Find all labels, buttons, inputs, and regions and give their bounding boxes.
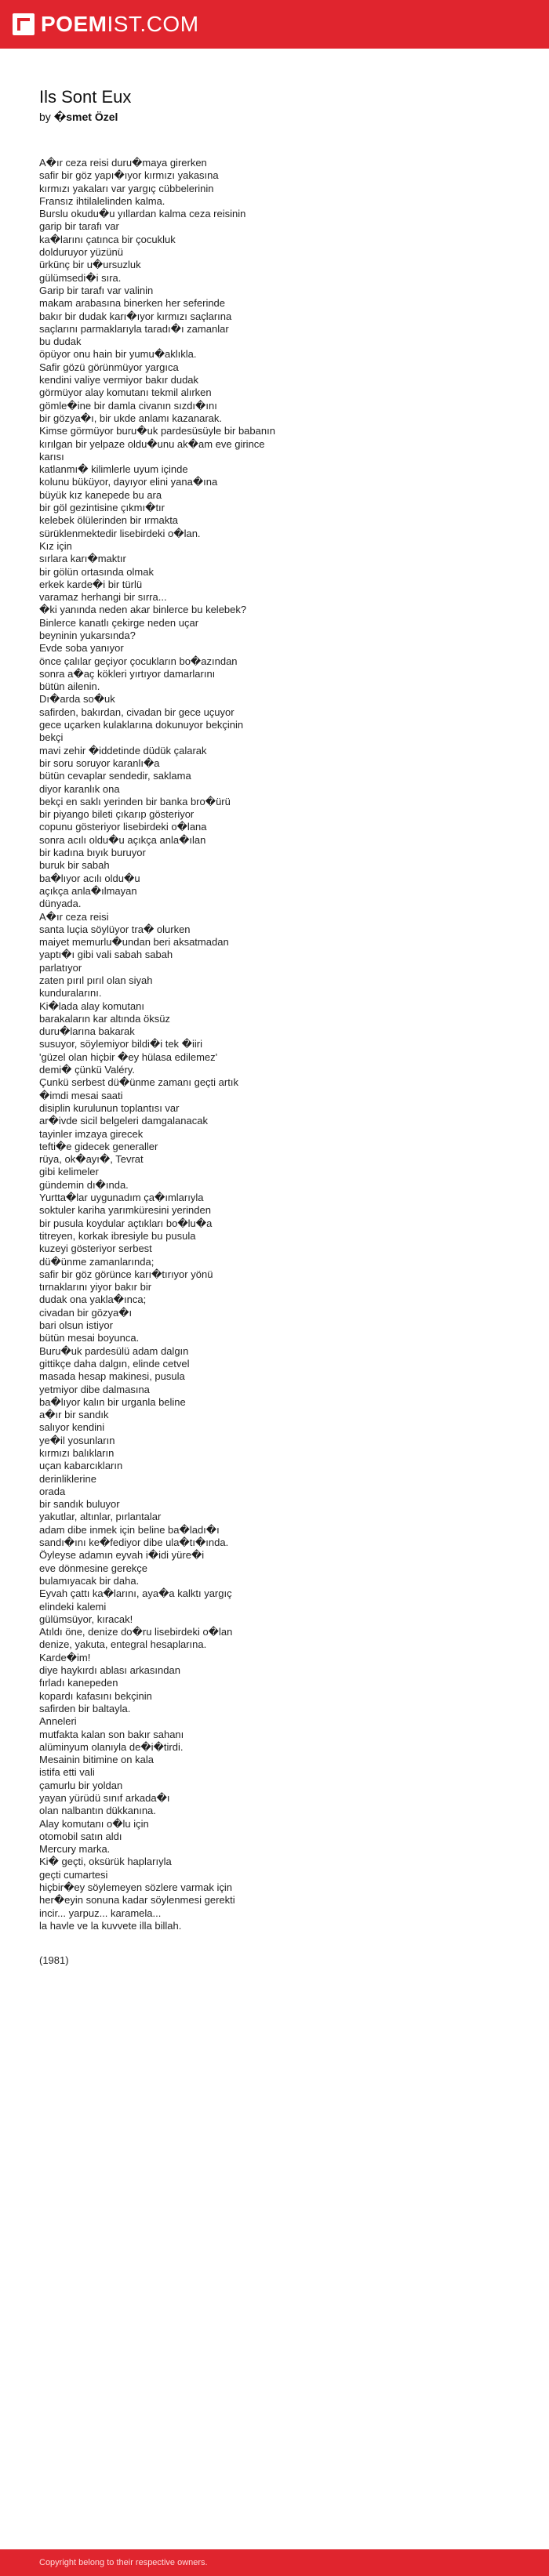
poem-line: tefti�e gidecek generaller xyxy=(39,1140,158,1152)
poem-line: sırlara karı�maktır xyxy=(39,553,126,565)
poem-line: her�eyin sonuna kadar söylenmesi gerekti xyxy=(39,1894,235,1907)
poem-line: kunduralarını. xyxy=(39,987,102,1000)
poem-line: gülümsedi�i sıra. xyxy=(39,271,122,284)
poem-line: safir bir göz yapı�ıyor kırmızı yakasına xyxy=(39,169,219,182)
poem-line: kırmızı balıkların xyxy=(39,1446,115,1459)
poem-line: ye�il yosunların xyxy=(39,1434,115,1446)
poem-line: demi� çünkü Valéry. xyxy=(39,1064,135,1076)
poem-line: garip bir tarafı var xyxy=(39,220,119,233)
poem-line: bütün cevaplar sendedir, saklama xyxy=(39,770,191,782)
poem-line: adam dibe inmek için beline ba�ladı�ı xyxy=(39,1523,220,1536)
poem-line: Burslu okudu�u yıllardan kalma ceza reisinin xyxy=(39,208,246,220)
poem-line: dolduruyor yüzünü xyxy=(39,246,123,259)
poem-line: mutfakta kalan son bakır sahanı xyxy=(39,1728,184,1740)
poem-line: dü�ünme zamanlarında; xyxy=(39,1255,155,1268)
poem-line: kelebek ölülerinden bir ırmakta xyxy=(39,514,179,527)
poemist-logo-icon xyxy=(13,13,35,35)
poem-line: kolunu büküyor, dayıyor elini yana�ına xyxy=(39,476,218,488)
poem-line: yaptı�ı gibi vali sabah sabah xyxy=(39,949,173,961)
poem-line: katlanmı� kilimlerle uyum içinde xyxy=(39,463,188,476)
poem-line: önce çalılar geçiyor çocukların bo�azından xyxy=(39,655,238,667)
poem-line: çamurlu bir yoldan xyxy=(39,1779,123,1791)
site-header xyxy=(0,0,549,49)
poem-line: gittikçe daha dalgın, elinde cetvel xyxy=(39,1357,190,1370)
poem-line: bir soru soruyor karanlı�a xyxy=(39,756,160,769)
poem-line: Atıldı öne, denize do�ru lisebirdeki o�lan xyxy=(39,1626,233,1638)
poem-line: a�ır bir sandık xyxy=(39,1409,109,1421)
poem-line: susuyor, söylemiyor bildi�i tek �iiri xyxy=(39,1038,202,1050)
footer-copyright: Copyright belong to their respective owners. xyxy=(39,2558,208,2567)
poem-line: rüya, ok�ayı�, Tevrat xyxy=(39,1153,144,1166)
poem-line: la havle ve la kuvvete illa billah. xyxy=(39,1919,182,1932)
poem-line: hiçbir�ey söylemeyen sözlere varmak için xyxy=(39,1881,232,1894)
site-logo[interactable] xyxy=(13,0,199,49)
poem-title: Ils Sont Eux xyxy=(39,87,132,107)
poem-line: civadan bir gözya�ı xyxy=(39,1306,133,1319)
poem-line: ar�ivde sicil belgeleri damgalanacak xyxy=(39,1115,208,1127)
poem-line: gibi kelimeler xyxy=(39,1166,99,1178)
poem-line: geçti cumartesi xyxy=(39,1868,108,1881)
poem-line: Binlerce kanatlı çekirge neden uçar xyxy=(39,616,199,629)
poem-line: eve dönmesine gerekçe xyxy=(39,1562,148,1574)
poem-line: maiyet memurlu�undan beri aksatmadan xyxy=(39,936,229,949)
poem-line: derinliklerine xyxy=(39,1472,96,1485)
poem-line: öpüyor onu hain bir yumu�aklıkla. xyxy=(39,348,197,361)
poem-line: görmüyor alay komutanı tekmil alırken xyxy=(39,386,212,399)
poem-line: soktuler kariha yarımküresini yerinden xyxy=(39,1204,211,1217)
poem-line: Alay komutanı o�lu için xyxy=(39,1817,149,1830)
poem-line: bekçi xyxy=(39,731,64,744)
poem-line: sonra a�aç kökleri yırtıyor damarlarını xyxy=(39,667,216,680)
poem-line: mavi zehir �iddetinde düdük çalarak xyxy=(39,744,207,756)
author-name[interactable]: �smet Özel xyxy=(53,111,118,123)
poem-line: yakutlar, altınlar, pırlantalar xyxy=(39,1511,162,1523)
poem-line: makam arabasına binerken her seferinde xyxy=(39,297,226,310)
site-footer xyxy=(0,2549,549,2576)
poem-line: açıkça anla�ılmayan xyxy=(39,884,137,897)
poem-line: diyor karanlık ona xyxy=(39,782,120,795)
poem-line: titreyen, korkak ibresiyle bu pusula xyxy=(39,1229,196,1242)
poem-line: bu dudak xyxy=(39,336,82,348)
poem-line: Evde soba yanıyor xyxy=(39,642,124,655)
poem-line: bütün mesai boyunca. xyxy=(39,1332,140,1344)
poem-line: dudak ona yakla�ınca; xyxy=(39,1293,147,1306)
poem-line: Mesainin bitimine on kala xyxy=(39,1754,154,1766)
poem-line: yayan yürüdü sınıf arkada�ı xyxy=(39,1792,170,1804)
poem-line: ürkünç bir u�ursuzluk xyxy=(39,259,141,271)
poem-line: dünyada. xyxy=(39,898,82,910)
poem-line: kırılgan bir yelpaze oldu�unu ak�am eve girince xyxy=(39,437,265,450)
poem-line: kırmızı yakaları var yargıç cübbelerinin xyxy=(39,182,214,194)
poem-line: safirden bir baltayla. xyxy=(39,1702,131,1714)
poem-line: gömle�ine bir damla civanın sızdı�ını xyxy=(39,399,217,412)
poem-line: barakaların kar altında öksüz xyxy=(39,1012,170,1025)
poem-line: uçan kabarcıkların xyxy=(39,1460,123,1472)
poem-line: bir sandık buluyor xyxy=(39,1498,120,1511)
poem-line: Öyleyse adamın eyvah i�idi yüre�i xyxy=(39,1549,205,1562)
poem-line: kendini valiye vermiyor bakır dudak xyxy=(39,374,199,386)
poem-line: Safir gözü görünmüyor yargıca xyxy=(39,361,179,373)
poem-content xyxy=(39,86,510,1967)
poem-line: masada hesap makinesi, pusula xyxy=(39,1370,185,1383)
poem-line: Buru�uk pardesülü adam dalgın xyxy=(39,1344,189,1357)
poem-line: Ki�lada alay komutanı xyxy=(39,1000,145,1012)
poem-line: karısı xyxy=(39,450,64,463)
poem-line: duru�larına bakarak xyxy=(39,1025,135,1038)
poem-line: sürüklenmektedir lisebirdeki o�lan. xyxy=(39,527,201,539)
poem-line: olan nalbantın dükkanına. xyxy=(39,1805,156,1817)
poem-line: bekçi en saklı yerinden bir banka bro�ürü xyxy=(39,795,231,807)
poem-line: ka�larını çatınca bir çocukluk xyxy=(39,233,176,245)
poem-line: Eyvah çattı ka�larını, aya�a kalktı yargıç xyxy=(39,1587,232,1600)
poem-line: büyük kız kanepede bu ara xyxy=(39,488,162,501)
poem-line: Garip bir tarafı var valinin xyxy=(39,284,154,296)
poem-line: bakır bir dudak karı�ıyor kırmızı saçlarına xyxy=(39,310,232,322)
poem-line: gülümsüyor, kıracak! xyxy=(39,1613,133,1625)
poem-line: zaten pırıl pırıl olan siyah xyxy=(39,974,153,986)
poem-line: elindeki kalemi xyxy=(39,1600,107,1613)
poem-body xyxy=(39,157,510,1932)
poem-line: Kimse görmüyor buru�uk pardesüsüyle bir babanın xyxy=(39,425,275,437)
poem-line: saçlarını parmaklarıyla taradı�ı zamanlar xyxy=(39,322,229,335)
poem-line: otomobil satın aldı xyxy=(39,1830,122,1842)
poem-line: disiplin kurulunun toplantısı var xyxy=(39,1101,180,1114)
poem-line: bari olsun istiyor xyxy=(39,1319,113,1332)
poem-line: Kız için xyxy=(39,539,72,552)
poem-line: bir gözya�ı, bir ukde anlamı kazanarak. xyxy=(39,412,222,424)
poem-line: bir kadına bıyık buruyor xyxy=(39,847,146,859)
poem-line: Yurtta�lar uygunadım ça�ımlarıyla xyxy=(39,1192,204,1204)
poem-line: copunu gösteriyor lisebirdeki o�lana xyxy=(39,821,207,833)
poem-line: Anneleri xyxy=(39,1715,77,1728)
poem-line: Mercury marka. xyxy=(39,1843,111,1856)
poem-line: salıyor kendini xyxy=(39,1421,105,1434)
poem-line: bulamıyacak bir daha. xyxy=(39,1574,140,1587)
poem-line: ba�lıyor kalın bir urganla beline xyxy=(39,1395,186,1408)
poem-line: 'güzel olan hiçbir �ey hülasa edilemez' xyxy=(39,1050,218,1063)
poem-line: bir gölün ortasında olmak xyxy=(39,565,154,578)
poem-line: tayinler imzaya girecek xyxy=(39,1127,144,1140)
poem-line: diye haykırdı ablası arkasından xyxy=(39,1664,180,1677)
poem-line: buruk bir sabah xyxy=(39,859,110,872)
poem-line: alüminyum olanıyla de�i�tirdi. xyxy=(39,1740,184,1753)
poem-line: A�ır ceza reisi xyxy=(39,910,109,923)
poem-line: varamaz herhangi bir sırra... xyxy=(39,591,167,604)
poem-line: A�ır ceza reisi duru�maya girerken xyxy=(39,157,207,169)
poem-line: gündemin dı�ında. xyxy=(39,1178,129,1191)
poem-line: incir... yarpuz... karamela... xyxy=(39,1907,162,1919)
poem-line: denize, yakuta, entegral hesaplarına. xyxy=(39,1638,207,1651)
poem-line: sonra acılı oldu�u açıkça anla�ılan xyxy=(39,833,206,846)
poem-line: gece uçarken kulaklarına dokunuyor bekçinin xyxy=(39,719,244,731)
poem-line: istifa etti vali xyxy=(39,1766,95,1779)
poem-line: Fransız ihtilalelinden kalma. xyxy=(39,194,165,207)
poem-line: �imdi mesai saati xyxy=(39,1089,123,1101)
poem-line: kopardı kafasını bekçinin xyxy=(39,1689,152,1702)
poem-line: bütün ailenin. xyxy=(39,680,100,693)
poem-line: �ki yanında neden akar binlerce bu kelebek? xyxy=(39,604,247,616)
poem-line: ba�lıyor acılı oldu�u xyxy=(39,872,140,884)
poem-line: beyninin yukarsında? xyxy=(39,629,136,641)
poem-line: Çunkü serbest dü�ünme zamanı geçti artık xyxy=(39,1076,238,1089)
poem-line: bir piyango bileti çıkarıp gösteriyor xyxy=(39,808,195,821)
poem-line: yetmiyor dibe dalmasına xyxy=(39,1383,150,1395)
poem-line: bir göl gezintisine çıkmı�tır xyxy=(39,502,165,514)
author-by-label: by xyxy=(39,111,51,123)
poem-line: safirden, bakırdan, civadan bir gece uçuyor xyxy=(39,706,235,718)
poem-line: Karde�im! xyxy=(39,1651,91,1664)
poem-line: erkek karde�i bir türlü xyxy=(39,578,143,590)
poem-line: Ki� geçti, oksürük haplarıyla xyxy=(39,1856,172,1868)
poem-line: orada xyxy=(39,1485,66,1497)
poem-line: tırnaklarını yiyor bakır bir xyxy=(39,1281,152,1293)
poem-author xyxy=(39,110,510,124)
poem-line: kuzeyi gösteriyor serbest xyxy=(39,1243,152,1255)
poem-line: bir pusula koydular açtıkları bo�lu�a xyxy=(39,1217,213,1229)
poem-year: (1981) xyxy=(39,1954,69,1967)
poem-line: parlatıyor xyxy=(39,961,82,974)
poem-line: fırladı kanepeden xyxy=(39,1677,118,1689)
poem-line: santa luçia söylüyor tra� olurken xyxy=(39,923,191,935)
poem-line: sandı�ını ke�fediyor dibe ula�tı�ında. xyxy=(39,1537,229,1549)
poem-line: safir bir göz görünce karı�tırıyor yönü xyxy=(39,1268,213,1280)
logo-wordmark: POEMIST.COM xyxy=(41,12,199,36)
poem-line: Dı�arda so�uk xyxy=(39,693,115,706)
